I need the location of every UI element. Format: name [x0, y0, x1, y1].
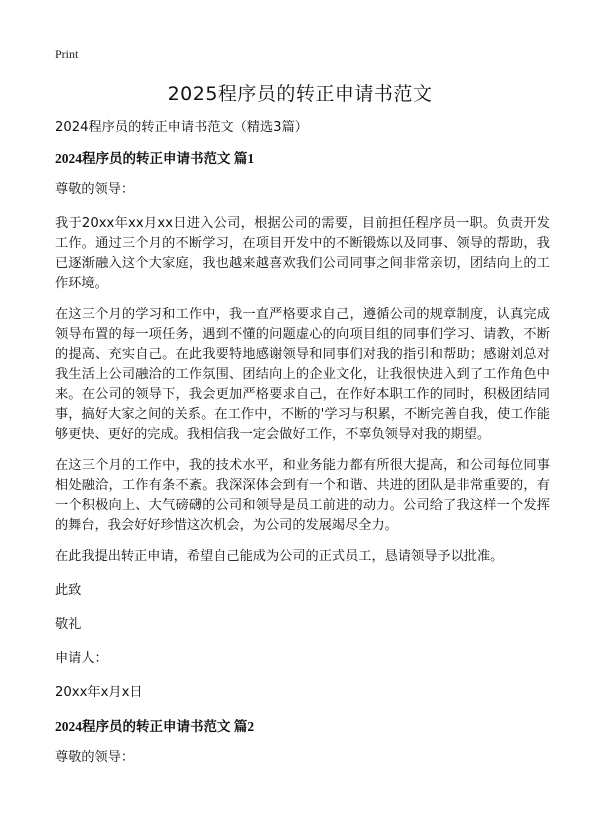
paragraph-4: 在此我提出转正申请，希望自己能成为公司的正式员工，恳请领导予以批准。 — [55, 549, 504, 564]
paragraph-2: 在这三个月的学习和工作中，我一直严格要求自己，遵循公司的规章制度，认真完成领导布置的每一项任务，遇到不懂的问题虚心的向项目组的同事们学习、请教，不断的提高、充实自己。在此我要特地感谢领导和同事们对我的指引和帮助；感谢刘总对我生活上公司融洽的工作氛围、团结向上的企业文化，让我很快进入到了工作角色中来。在公司的领导下，我会更加严格要求自己，在作好本职工作的同时，积极团结同事，搞好大家之间的关系。在工作中，不断的'学习与积累，不断完善自我，使工作能够更快、更好的完成。我相信我一定会做好工作，不辜负领导对我的期望。 — [55, 307, 550, 442]
applicant-label: 申请人： — [55, 651, 108, 666]
section-heading-1: 2024程序员的转正申请书范文 篇1 — [55, 151, 255, 166]
document-subtitle: 2024程序员的转正申请书范文（精选3篇） — [55, 120, 308, 135]
greeting-1: 尊敬的领导： — [55, 182, 135, 197]
document-body — [55, 118, 550, 782]
paragraph-3: 在这三个月的工作中，我的技术水平，和业务能力都有所很大提高，和公司每位同事相处融洽，工作有条不紊。我深深体会到有一个和谐、共进的团队是非常重要的，有一个积极向上、大气磅礴的公司和领导是员工前进的动力。公司给了我这样一个发挥的舞台，我会好好珍惜这次机会，为公司的发展竭尽全力。 — [55, 458, 550, 533]
paragraph-1: 我于20xx年xx月xx日进入公司，根据公司的需要，目前担任程序员一职。负责开发工作。通过三个月的不断学习，在项目开发中的不断锻炼以及同事、领导的帮助，我已逐渐融入这个大家庭，我也越来越喜欢我们公司同事之间非常亲切，团结向上的工作环境。 — [55, 216, 550, 291]
print-link[interactable]: Print — [55, 47, 79, 61]
greeting-2: 尊敬的领导： — [55, 750, 135, 765]
closing-line-1: 此致 — [55, 583, 82, 598]
page-title: 2025程序员的转正申请书范文 — [167, 83, 433, 105]
closing-line-2: 敬礼 — [55, 617, 82, 632]
application-date: 20xx年x月x日 — [55, 685, 143, 700]
section-heading-2: 2024程序员的转正申请书范文 篇2 — [55, 719, 255, 734]
